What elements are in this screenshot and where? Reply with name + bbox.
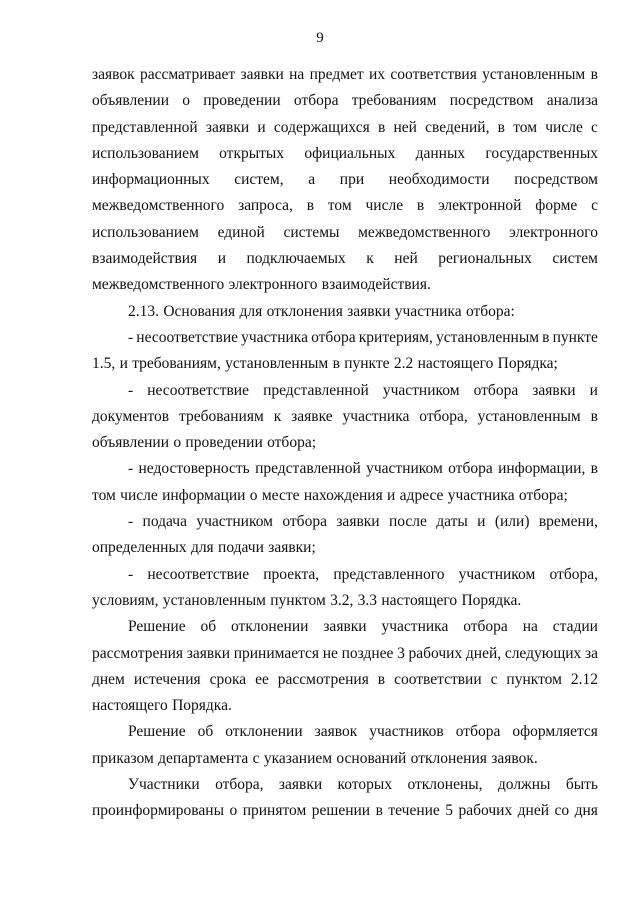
text-line: - несоответствие участника отбора критериям, установленным в пункте <box>128 328 598 346</box>
text-line: объявлении о проведении отбора требованиям посредством анализа <box>92 92 598 110</box>
text-line: определенных для подачи заявки; <box>92 539 316 557</box>
text-line: объявлении о проведении отбора; <box>92 434 317 452</box>
paragraph <box>92 772 598 825</box>
text-line: межведомственного запроса, в том числе в электронной форме с <box>92 197 598 215</box>
text-line: 1.5, и требованиям, установленным в пункте 2.2 настоящего Порядка; <box>92 355 558 373</box>
paragraph <box>92 719 598 772</box>
text-line: информационных систем, а при необходимости посредством <box>92 171 598 189</box>
text-line: днем истечения срока ее рассмотрения в соответствии с пунктом 2.12 <box>92 670 598 688</box>
text-line: представленной заявки и содержащихся в ней сведений, в том числе с <box>92 118 598 136</box>
text-line: - несоответствие проекта, представленного участником отбора, <box>128 565 598 583</box>
text-line: Решение об отклонении заявки участника отбора на стадии <box>128 618 598 636</box>
text-line: использованием открытых официальных данных государственных <box>92 144 598 162</box>
paragraph <box>92 378 598 457</box>
text-line: документов требованиям к заявке участника отбора, установленным в <box>92 407 598 425</box>
paragraph <box>92 62 598 299</box>
text-line: рассмотрения заявки принимается не позднее 3 рабочих дней, следующих за <box>92 644 598 662</box>
text-line: проинформированы о принятом решении в течение 5 рабочих дней со дня <box>92 802 598 820</box>
paragraph <box>92 456 598 509</box>
paragraph <box>92 562 598 615</box>
text-line: Решение об отклонении заявок участников отбора оформляется <box>128 723 598 741</box>
text-line: использованием единой системы межведомственного электронного <box>92 223 598 241</box>
text-line: Участники отбора, заявки которых отклонены, должны быть <box>128 776 598 794</box>
document-body <box>92 62 598 825</box>
text-line: заявок рассматривает заявки на предмет их соответствия установленным в <box>92 66 598 83</box>
paragraph <box>92 325 598 378</box>
paragraph <box>92 509 598 562</box>
text-line: взаимодействия и подключаемых к ней региональных систем <box>92 250 598 268</box>
text-line: - подача участником отбора заявки после даты и (или) времени, <box>128 513 598 531</box>
text-line: условиям, установленным пунктом 3.2, 3.3 настоящего Порядка. <box>92 591 522 609</box>
text-line: - недостоверность представленной участником отбора информации, в <box>128 460 598 478</box>
text-line: том числе информации о месте нахождения и адресе участника отбора; <box>92 486 568 504</box>
text-line: межведомственного электронного взаимодействия. <box>92 276 431 294</box>
paragraph <box>92 299 598 325</box>
text-line: - несоответствие представленной участником отбора заявки и <box>128 381 598 399</box>
text-line: настоящего Порядка. <box>92 697 232 715</box>
text-line: 2.13. Основания для отклонения заявки участника отбора: <box>128 302 515 320</box>
page-number: 9 <box>316 30 324 46</box>
text-line: приказом департамента с указанием оснований отклонения заявок. <box>92 749 538 767</box>
paragraph <box>92 614 598 719</box>
